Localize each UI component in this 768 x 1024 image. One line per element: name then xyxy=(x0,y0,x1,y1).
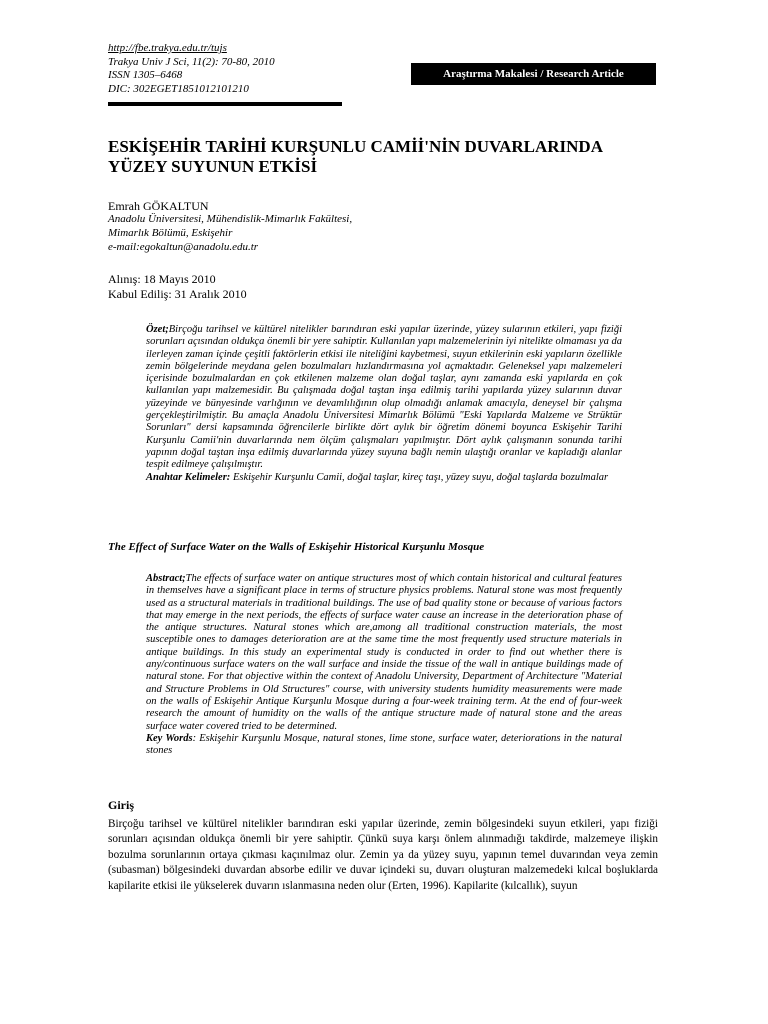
header-rule xyxy=(108,102,342,106)
article-title xyxy=(108,137,668,177)
keywords-label-en: Key Words xyxy=(146,732,193,744)
journal-info xyxy=(108,42,275,96)
journal-dic: DIC: 302EGET1851012101210 xyxy=(108,82,249,95)
abstract-text: The effects of surface water on antique structures most of which contain historical and cultural features in themselves have a significant place in terms of structure physics problems. Natural stone was most frequently used as a structural materials in traditional buildings. The use of bad quality stone or because of various factors that may emerge in the next periods, the effects of surface water cause an increase in the deterioration phase of the antique structures. Natural stones which are,among all traditional construction materials, the most susceptible ones to damages deterioration are at the same time the most frequently used structure materials in antique buildings. In this study an experimental study is conducted in order to find out whether there is any/continuous surface waters on the wall surface and inside the tissue of the wall in antique buildings made of natural stone. For that objective within the context of Anadolu University, Department of Architecture "Material and Structure Problems in Old Structures" course, with university students humidity measurements were made on the walls of Eskişehir Antique Kurşunlu Mosque during a four-week training term. At the end of four-week research the amount of humidity on the walls of the antique structure made of natural stone and the areas surface water covered tried to be determined. xyxy=(146,573,622,732)
turkish-keywords xyxy=(146,472,622,484)
english-abstract xyxy=(146,573,622,757)
title-line-2: YÜZEY SUYUNUN ETKİSİ xyxy=(108,157,318,176)
article-dates xyxy=(108,272,247,302)
ozet-text: Birçoğu tarihsel ve kültürel nitelikler barındıran eski yapılar üzerinde, yüzey sularının etkileri, yapı fiziği sorunları açısından oldukça önemli bir yere sahiptir. Kullanılan yapı malzemelerinin iyi nitelikte olmaması ya da ilerleyen zaman içinde çeşitli faktörlerin etkisi ile niteliğini kaybetmesi, suyun etkilerinin eski yapıların özellikle zemin bölgelerinde meydana gelen bozulmaları hızlandırmasına yol açmaktadır. Geleneksel yapı malzemeleri içerisinde bozulmalardan en çok etkilenen malzeme olan doğal taşlar, aynı zamanda eski yapılarda en çok kullanılan yapı malzemesidir. Bu çalışmada doğal taştan inşa edilmiş tarihi yapılarda yüzey sularının duvar yüzeyinde ve bünyesinde varlığının ve devamlılığının olup olmadığı anlamak amacıyla, deneysel bir çalışma gerçekleştirilmiştir. Bu amaçla Anadolu Üniversitesi Mimarlık Bölümü "Eski Yapılarda Malzeme ve Strüktür Sorunları" dersi kapsamında öğrencilerle birlikte dört aylık bir öğretim dönemi boyunca Eskişehir Tarihi Kurşunlu Camii'nin duvarlarında nem ölçüm çalışmaları yapılmıştır. Dört aylık çalışmanın sonunda tarihi yapının doğal taştan inşa edilmiş duvarlarında yüzey suyuna bağlı nemin ulaştığı oranlar ve kapladığı alanlar tespit edilmeye çalışılmıştır. xyxy=(146,324,622,471)
article-type-badge: Araştırma Makalesi / Research Article xyxy=(411,63,656,85)
giris-paragraph: Birçoğu tarihsel ve kültürel nitelikler barındıran eski yapılar üzerinde, zemin bölgesindeki suyun etkileri, yapı fiziği sorunları açısından oldukça önemli bir yere sahiptir. Çünkü suya karşı önlem alınmadığı takdirde, malzemeye ilişkin bozulma sorunlarının ortaya çıkması kaçınılmaz olur. Zemin ya da yüzey suyu, yapının temel duvarından veya zemin (subasman) bölgesindeki duvardan absorbe edilir ve duvar içindeki su, duvarı oluşturan malzemedeki kılcal boşluklarda kapilarite etkisi ile yükselerek duvarın ıslanmasına neden olur (Erten, 1996). Kapilarite (kılcallık), suyun xyxy=(108,818,658,892)
abstract-label: Abstract; xyxy=(146,573,186,584)
english-title: The Effect of Surface Water on the Walls of Eskişehir Historical Kurşunlu Mosque xyxy=(108,541,485,553)
journal-issn: ISSN 1305–6468 xyxy=(108,69,183,81)
author-name: Emrah GÖKALTUN xyxy=(108,199,209,213)
keywords-text-tr: Eskişehir Kurşunlu Camii, doğal taşlar, kireç taşı, yüzey suyu, doğal taşlarda bozulmalar xyxy=(230,471,609,483)
author-email[interactable]: e-mail:egokaltun@anadolu.edu.tr xyxy=(108,241,259,253)
journal-url-link[interactable]: http://fbe.trakya.edu.tr/tujs xyxy=(108,42,227,54)
section-heading-giris: Giriş xyxy=(108,798,134,812)
ozet-label: Özet; xyxy=(146,324,169,335)
journal-citation: Trakya Univ J Sci, 11(2): 70-80, 2010 xyxy=(108,55,275,68)
received-date: Alınış: 18 Mayıs 2010 xyxy=(108,272,216,286)
ozet-paragraph xyxy=(146,324,622,472)
author-affiliation xyxy=(108,212,352,254)
abstract-paragraph xyxy=(146,573,622,733)
keywords-text-en: : Eskişehir Kurşunlu Mosque, natural stones, lime stone, surface water, deteriorations in the natural stones xyxy=(146,732,622,757)
keywords-label-tr: Anahtar Kelimeler: xyxy=(146,471,231,483)
accepted-date: Kabul Ediliş: 31 Aralık 2010 xyxy=(108,287,247,301)
title-line-1: ESKİŞEHİR TARİHİ KURŞUNLU CAMİİ'NİN DUVARLARINDA xyxy=(108,137,603,156)
english-keywords xyxy=(146,733,622,758)
turkish-abstract xyxy=(146,324,622,484)
affiliation-line-1: Anadolu Üniversitesi, Mühendislik-Mimarlık Fakültesi, xyxy=(108,213,353,225)
affiliation-line-2: Mimarlık Bölümü, Eskişehir xyxy=(108,227,233,239)
